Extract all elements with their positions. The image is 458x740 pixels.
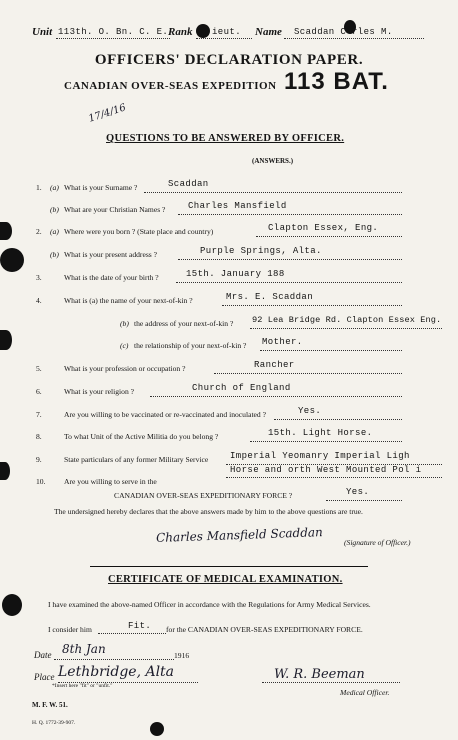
q3-num: 3.: [36, 273, 42, 282]
punch-hole-left-3: [0, 330, 12, 350]
q9-answer-line-1: Imperial Yeomanry Imperial Ligh: [230, 451, 410, 461]
unit-label: Unit: [32, 26, 53, 38]
date-label: Date: [34, 650, 52, 660]
q1-num: 1.: [36, 183, 42, 192]
q3-label: What is the date of your birth ?: [64, 273, 159, 282]
q9-answer-line-2: Horse and orth West Mounted Pol i: [230, 465, 422, 475]
punch-hole-left-2: [0, 248, 24, 272]
punch-hole-left-5: [2, 594, 22, 616]
q4b-sub: (b): [120, 319, 129, 328]
date-value: 8th Jan: [62, 642, 106, 656]
place-label: Place: [34, 672, 55, 682]
q4c-label: the relationship of your next-of-kin ?: [134, 341, 247, 350]
punch-hole-left-1: [0, 222, 12, 240]
q2a-sub: (a): [50, 227, 59, 236]
unit-value: 113th. O. Bn. C. E.: [58, 27, 169, 37]
q10-label-force: CANADIAN OVER-SEAS EXPEDITIONARY FORCE ?: [114, 491, 293, 500]
page-subtitle: CANADIAN OVER-SEAS EXPEDITION: [64, 80, 277, 92]
q10-num: 10.: [36, 477, 46, 486]
unit-stamp: 113 BAT.: [284, 68, 389, 95]
medical-verdict: Fit.: [128, 621, 152, 631]
consider-suffix: for the CANADIAN OVER-SEAS EXPEDITIONARY FORCE.: [166, 625, 363, 634]
q8-answer: 15th. Light Horse.: [268, 428, 373, 438]
name-label: Name: [255, 26, 282, 38]
q10-answer: Yes.: [346, 487, 370, 497]
q2b-label: What is your present address ?: [64, 250, 157, 259]
q6-answer: Church of England: [192, 383, 291, 393]
q3-answer: 15th. January 188: [186, 269, 285, 279]
name-value: Scaddan C rles M.: [294, 27, 393, 37]
q4a-label: What is (a) the name of your next-of-kin ?: [64, 296, 193, 305]
answers-label: (ANSWERS.): [252, 157, 294, 165]
medical-officer-caption: Medical Officer.: [340, 688, 390, 697]
q1a-answer: Scaddan: [168, 179, 209, 189]
medical-heading: CERTIFICATE OF MEDICAL EXAMINATION.: [108, 574, 343, 585]
handwritten-annotation: 17/4/16: [87, 102, 128, 125]
declaration-text: The undersigned hereby declares that the above answers made by him to the above questions are true.: [54, 507, 363, 516]
q2a-answer: Clapton Essex, Eng.: [268, 223, 379, 233]
form-code: M. F. W. 51.: [32, 701, 68, 709]
q2b-answer: Purple Springs, Alta.: [200, 246, 322, 256]
q7-answer: Yes.: [298, 406, 322, 416]
place-value: Lethbridge, Alta: [58, 664, 175, 680]
print-run: H. Q. 1772-39-907.: [32, 720, 76, 726]
punch-hole-bottom: [150, 722, 164, 736]
q4-num: 4.: [36, 296, 42, 305]
q6-label: What is your religion ?: [64, 387, 135, 396]
q9-label: State particulars of any former Military Service: [64, 455, 209, 464]
q1b-sub: (b): [50, 205, 59, 214]
q2b-sub: (b): [50, 250, 59, 259]
q1b-label: What are your Christian Names ?: [64, 205, 166, 214]
q10-label: Are you willing to serve in the: [64, 477, 157, 486]
q7-num: 7.: [36, 410, 42, 419]
q4a-answer: Mrs. E. Scaddan: [226, 292, 314, 302]
q1b-answer: Charles Mansfield: [188, 201, 287, 211]
rank-label: Rank: [168, 26, 193, 38]
q2-num: 2.: [36, 227, 42, 236]
signature-caption: (Signature of Officer.): [344, 538, 411, 547]
medical-officer-signature: W. R. Beeman: [274, 667, 365, 682]
rank-value: ieut.: [212, 27, 242, 37]
q5-answer: Rancher: [254, 360, 295, 370]
officer-signature: Charles Mansfield Scaddan: [155, 525, 324, 545]
q8-label: To what Unit of the Active Militia do you belong ?: [64, 432, 219, 441]
q4c-answer: Mother.: [262, 337, 303, 347]
q6-num: 6.: [36, 387, 42, 396]
divider: [90, 566, 368, 567]
insert-note: *Insert here "fit" or "unfit.": [52, 683, 113, 689]
consider-prefix: I consider him: [48, 625, 92, 634]
punch-hole-left-4: [0, 462, 10, 480]
q4c-sub: (c): [120, 341, 129, 350]
date-year: 1916: [174, 651, 190, 660]
q9-num: 9.: [36, 455, 42, 464]
page-title: OFFICERS' DECLARATION PAPER.: [94, 52, 364, 68]
q4b-answer: 92 Lea Bridge Rd. Clapton Essex Eng.: [252, 315, 442, 325]
questions-heading: QUESTIONS TO BE ANSWERED BY OFFICER.: [106, 133, 345, 144]
q2a-label: Where were you born ? (State place and country): [64, 227, 214, 236]
q5-num: 5.: [36, 364, 42, 373]
q4b-label: the address of your next-of-kin ?: [134, 319, 234, 328]
q5-label: What is your profession or occupation ?: [64, 364, 186, 373]
q7-label: Are you willing to be vaccinated or re-vaccinated and inoculated ?: [64, 410, 266, 419]
q1a-sub: (a): [50, 183, 59, 192]
punch-hole-top: [196, 24, 210, 38]
q1a-label: What is your Surname ?: [64, 183, 138, 192]
q8-num: 8.: [36, 432, 42, 441]
medical-statement: I have examined the above-named Officer in accordance with the Regulations for Army Medical Services.: [48, 600, 371, 609]
